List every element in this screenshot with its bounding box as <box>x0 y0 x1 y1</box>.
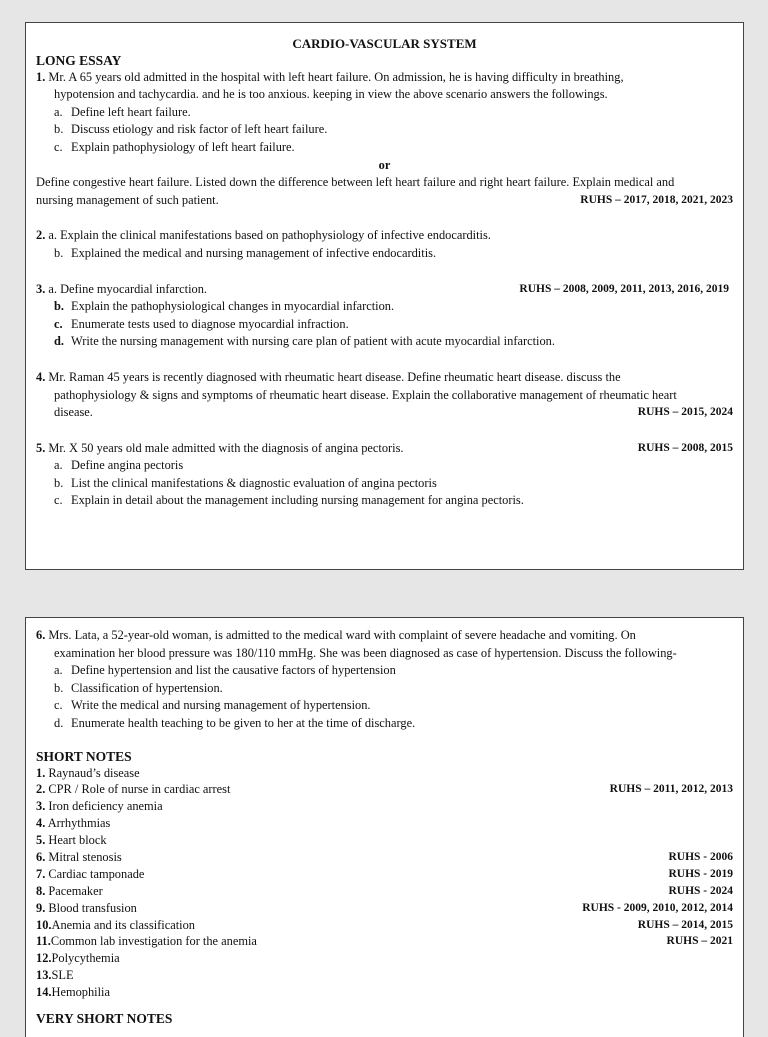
sub-question <box>36 475 733 493</box>
sub-text: Enumerate tests used to diagnose myocardial infraction. <box>71 316 349 331</box>
sub-letter: c. <box>54 493 63 508</box>
short-notes-list <box>36 765 733 1001</box>
sub-text: Define angina pectoris <box>71 458 184 473</box>
sub-question <box>36 492 733 510</box>
short-note-number: 10. <box>36 917 52 932</box>
short-note-number: 11. <box>36 934 51 949</box>
ruhs-reference: RUHS – 2014, 2015 <box>637 918 733 931</box>
short-note-item <box>36 866 733 883</box>
question-6 <box>36 627 733 733</box>
question-text: a. Explain the clinical manifestations based on pathophysiology of infective endocarditis. <box>48 228 491 243</box>
ruhs-reference: RUHS - 2024 <box>668 884 733 897</box>
ruhs-reference: RUHS – 2021 <box>666 935 733 948</box>
sub-question <box>36 333 733 351</box>
sub-text: List the clinical manifestations & diagnostic evaluation of angina pectoris <box>71 475 437 490</box>
short-note-number: 8. <box>36 883 46 898</box>
sub-question <box>36 715 733 733</box>
ruhs-reference: RUHS - 2006 <box>668 851 733 864</box>
question-2 <box>36 227 733 262</box>
short-note-item <box>36 967 733 984</box>
sub-text: Write the nursing management with nursing care plan of patient with acute myocardial infarction. <box>71 334 555 349</box>
short-note-item <box>36 815 733 832</box>
short-note-number: 12. <box>36 951 52 966</box>
sub-letter: c. <box>54 316 63 331</box>
short-note-item <box>36 765 733 782</box>
question-text: disease. <box>54 405 93 420</box>
question-1-text-line-2: hypotension and tachycardia. and he is too anxious. keeping in view the above scenario answers the followings. <box>54 87 608 102</box>
short-note-number: 7. <box>36 866 46 881</box>
ruhs-reference: RUHS – 2017, 2018, 2021, 2023 <box>580 193 733 206</box>
document-title: CARDIO-VASCULAR SYSTEM <box>292 36 477 51</box>
ruhs-reference: RUHS - 2019 <box>668 867 733 880</box>
question-3 <box>36 281 733 351</box>
short-note-number: 4. <box>36 816 46 831</box>
sub-text: Classification of hypertension. <box>71 680 223 695</box>
sub-question <box>36 104 733 122</box>
ruhs-reference: RUHS – 2015, 2024 <box>637 406 733 419</box>
question-text: Mr. X 50 years old male admitted with the diagnosis of angina pectoris. <box>48 440 404 455</box>
or-separator: or <box>378 157 391 172</box>
sub-question <box>36 680 733 698</box>
question-number: 2. <box>36 228 46 243</box>
short-note-number: 6. <box>36 850 46 865</box>
sub-letter: b. <box>54 299 64 314</box>
short-note-item <box>36 984 733 1001</box>
sub-text: Explain pathophysiology of left heart failure. <box>71 139 295 154</box>
short-note-text: Anemia and its classification <box>51 917 195 932</box>
ruhs-reference: RUHS – 2011, 2012, 2013 <box>609 783 733 796</box>
sub-letter: b. <box>54 245 64 260</box>
question-text: a. Define myocardial infarction. <box>48 281 208 296</box>
short-note-item <box>36 933 733 950</box>
sub-letter: a. <box>54 663 63 678</box>
question-4-text-line-2: pathophysiology & signs and symptoms of rheumatic heart disease. Explain the collaborative management of rheumatic heart <box>54 387 677 402</box>
question-4 <box>36 369 733 422</box>
question-number: 1. <box>36 69 46 84</box>
sub-letter: b. <box>54 475 64 490</box>
sub-letter: c. <box>54 698 63 713</box>
short-note-number: 5. <box>36 833 46 848</box>
short-note-text: CPR / Role of nurse in cardiac arrest <box>48 782 231 797</box>
short-note-text: Iron deficiency anemia <box>48 799 163 814</box>
question-1-text-line-1 <box>36 69 733 87</box>
page-2 <box>25 617 744 1037</box>
sub-text: Explain in detail about the management including nursing management for angina pectoris. <box>71 493 524 508</box>
long-essay-heading: LONG ESSAY <box>36 52 122 68</box>
sub-letter: b. <box>54 122 64 137</box>
alternative-question-line-2 <box>36 192 733 210</box>
short-note-number: 2. <box>36 782 46 797</box>
page-2-content <box>36 627 733 1027</box>
sub-text: Explained the medical and nursing management of infective endocarditis. <box>71 245 437 260</box>
question-text: Mr. Raman 45 years is recently diagnosed with rheumatic heart disease. Define rheumatic heart disease. discuss the <box>48 369 621 384</box>
short-note-text: Arrhythmias <box>47 816 111 831</box>
page-1 <box>25 22 744 570</box>
question-text: Mrs. Lata, a 52-year-old woman, is admitted to the medical ward with complaint of severe headache and vomiting. On <box>48 628 636 642</box>
sub-question <box>36 316 733 334</box>
short-note-text: Mitral stenosis <box>48 850 122 865</box>
sub-text: Explain the pathophysiological changes in myocardial infarction. <box>71 299 395 314</box>
question-5 <box>36 440 733 510</box>
ruhs-reference: RUHS – 2008, 2009, 2011, 2013, 2016, 2019 <box>519 282 729 295</box>
sub-text: Enumerate health teaching to be given to her at the time of discharge. <box>71 715 416 730</box>
question-6-text-line-2: examination her blood pressure was 180/110 mmHg. She was been diagnosed as case of hypertension. Discuss the following- <box>54 645 677 660</box>
short-note-item <box>36 832 733 849</box>
sub-letter: d. <box>54 334 64 349</box>
short-note-text: Raynaud’s disease <box>48 765 140 780</box>
short-note-text: Polycythemia <box>51 951 120 966</box>
sub-letter: d. <box>54 715 64 730</box>
short-note-number: 9. <box>36 900 46 915</box>
short-note-item <box>36 950 733 967</box>
question-4-text-line-3 <box>36 404 733 422</box>
short-note-item <box>36 798 733 815</box>
short-note-text: Heart block <box>48 833 107 848</box>
ruhs-reference: RUHS – 2008, 2015 <box>637 441 733 454</box>
sub-letter: a. <box>54 458 63 473</box>
short-note-text: SLE <box>51 968 74 983</box>
sub-question <box>36 457 733 475</box>
sub-question <box>36 298 733 316</box>
short-note-number: 14. <box>36 985 52 1000</box>
short-note-number: 13. <box>36 968 52 983</box>
short-note-item <box>36 781 733 798</box>
sub-text: Discuss etiology and risk factor of left heart failure. <box>71 122 328 137</box>
question-number: 6. <box>36 628 46 642</box>
sub-letter: a. <box>54 104 63 119</box>
page-1-content <box>36 23 733 510</box>
short-note-item <box>36 883 733 900</box>
short-note-item <box>36 900 733 917</box>
short-notes-heading: SHORT NOTES <box>36 748 132 764</box>
question-number: 3. <box>36 281 46 296</box>
sub-text: Write the medical and nursing management of hypertension. <box>71 698 371 713</box>
sub-question <box>36 662 733 680</box>
question-1 <box>36 69 733 210</box>
short-note-number: 1. <box>36 765 46 780</box>
alternative-question-line-1: Define congestive heart failure. Listed down the difference between left heart failure and right heart failure. Explain medical and <box>36 175 675 190</box>
question-text: Mr. A 65 years old admitted in the hospital with left heart failure. On admission, he is having difficulty in breathing, <box>48 69 624 84</box>
sub-letter: b. <box>54 680 64 695</box>
alternative-question-text: nursing management of such patient. <box>36 192 219 207</box>
sub-question <box>36 697 733 715</box>
short-note-text: Cardiac tamponade <box>48 866 145 881</box>
sub-text: Define hypertension and list the causative factors of hypertension <box>71 663 396 678</box>
short-note-text: Pacemaker <box>48 883 103 898</box>
ruhs-reference: RUHS - 2009, 2010, 2012, 2014 <box>582 901 733 914</box>
very-short-notes-heading: VERY SHORT NOTES <box>36 1011 173 1027</box>
short-note-text: Hemophilia <box>51 985 110 1000</box>
sub-letter: c. <box>54 139 63 154</box>
short-note-item <box>36 917 733 934</box>
question-number: 4. <box>36 369 46 384</box>
sub-text: Define left heart failure. <box>71 104 191 119</box>
sub-question <box>36 139 733 157</box>
short-note-text: Common lab investigation for the anemia <box>50 934 257 949</box>
short-note-item <box>36 849 733 866</box>
question-number: 5. <box>36 440 46 455</box>
sub-question <box>36 245 733 263</box>
sub-question <box>36 121 733 139</box>
short-note-number: 3. <box>36 799 46 814</box>
short-note-text: Blood transfusion <box>48 900 137 915</box>
